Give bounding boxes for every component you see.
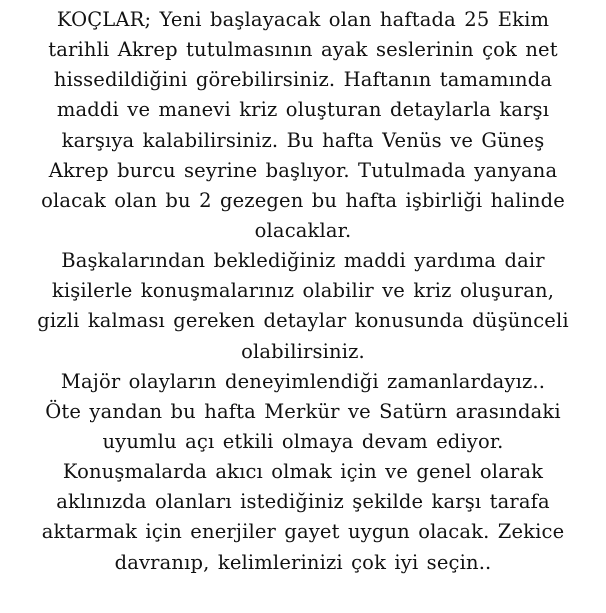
text-line: hissedildiğini görebilirsiniz. Haftanın tamamında (53, 68, 553, 92)
text-line: tarihli Akrep tutulmasının ayak seslerinin çok net (48, 38, 558, 62)
text-line: KOÇLAR; Yeni başlayacak olan haftada 25 Ekim (56, 8, 550, 31)
text-line: gizli kalması gereken detaylar konusunda düşünceli (37, 309, 569, 333)
text-line: Konuşmalarda akıcı olmak için ve genel olarak (62, 460, 544, 484)
text-line: olacak olan bu 2 gezegen bu hafta işbirliği halinde (41, 188, 565, 212)
text-line: aklınızda olanları istediğiniz şekilde karşı tarafa (56, 490, 550, 514)
text-line: uyumlu açı etkili olmaya devam ediyor. (102, 429, 504, 453)
text-line: olabilirsiniz. (241, 339, 365, 363)
text-line: olacaklar. (254, 218, 352, 242)
text-line: karşıya kalabilirsiniz. Bu hafta Venüs ve Güneş (61, 128, 545, 152)
text-line: Majör olayların deneyimlendiği zamanlardayız.. (60, 369, 546, 393)
text-line: maddi ve manevi kriz oluşturan detaylarla karşı (56, 98, 550, 122)
text-line: Akrep burcu seyrine başlıyor. Tutulmada yanyana (48, 158, 558, 182)
horoscope-text-block (0, 5, 606, 578)
text-line: aktarmak için enerjiler gayet uygun olacak. Zekice (41, 520, 565, 544)
text-line: Öte yandan bu hafta Merkür ve Satürn arasındaki (45, 399, 561, 423)
text-line: Başkalarından beklediğiniz maddi yardıma dair (61, 249, 545, 273)
text-line: kişilerle konuşmalarınız olabilir ve kriz oluşuran, (51, 279, 555, 303)
text-line: davranıp, kelimlerinizi çok iyi seçin.. (114, 550, 492, 574)
